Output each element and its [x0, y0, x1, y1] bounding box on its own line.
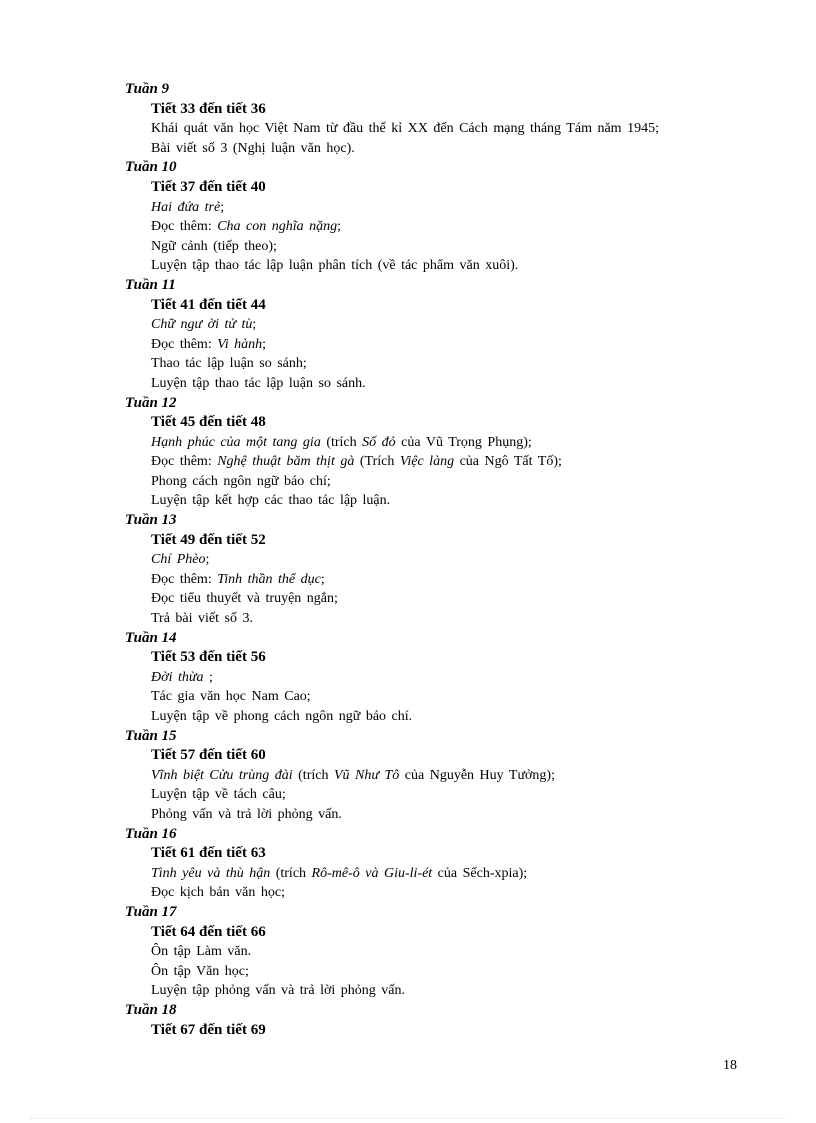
week-block — [125, 80, 745, 158]
week-block — [125, 903, 745, 1001]
lesson-group — [125, 746, 745, 824]
plain-text: Ôn tập Văn học; — [151, 963, 249, 979]
week-title: Tuần 18 — [125, 1001, 177, 1018]
syllabus-line — [151, 589, 745, 609]
syllabus-line — [151, 981, 745, 1001]
syllabus-line — [151, 864, 745, 884]
plain-text: Phỏng vấn và trả lời phỏng vấn. — [151, 806, 342, 822]
week-title: Tuần 17 — [125, 903, 177, 920]
plain-text: Bài viết số 3 (Nghị luận văn học). — [151, 140, 355, 156]
syllabus-line — [151, 491, 745, 511]
plain-text: Trả bài viết số 3. — [151, 611, 253, 627]
syllabus-line — [151, 707, 745, 727]
week-block — [125, 158, 745, 276]
syllabus-line — [151, 687, 745, 707]
syllabus-line — [151, 785, 745, 805]
week-block — [125, 629, 745, 727]
plain-text: ; — [320, 571, 325, 587]
syllabus-line — [151, 237, 745, 257]
work-title-text: Vi hành — [217, 336, 263, 352]
work-title-text: Tình yêu và thù hận — [151, 865, 271, 881]
plain-text: ; — [252, 317, 257, 333]
lesson-group — [125, 296, 745, 394]
lesson-range: Tiết 53 đến tiết 56 — [151, 649, 266, 666]
week-block — [125, 276, 745, 394]
work-title-text: Nghệ thuật băm thịt gà — [217, 454, 355, 470]
week-block — [125, 511, 745, 629]
week-block — [125, 394, 745, 512]
week-block — [125, 825, 745, 903]
work-title-text: Vĩnh biệt Cửu trùng đài — [151, 767, 293, 783]
plain-text: của Sếch-xpia); — [432, 865, 528, 881]
syllabus-line — [151, 766, 745, 786]
plain-text: ; — [337, 219, 342, 235]
lesson-range: Tiết 45 đến tiết 48 — [151, 414, 266, 431]
week-title: Tuần 16 — [125, 825, 177, 842]
lesson-group — [125, 1021, 745, 1041]
plain-text: Luyện tập thao tác lập luận phân tích (về tác phẩm văn xuôi). — [151, 258, 519, 274]
syllabus-line — [151, 570, 745, 590]
plain-text: của Nguyễn Huy Tưởng); — [399, 767, 555, 783]
plain-text: Đọc thêm: — [151, 571, 218, 587]
lesson-group — [125, 648, 745, 726]
syllabus-line — [151, 433, 745, 453]
plain-text: Tác gia văn học Nam Cao; — [151, 689, 311, 705]
syllabus-line — [151, 354, 745, 374]
work-title-text: Hạnh phúc của một tang gia — [151, 434, 321, 450]
work-title-text: Vũ Như Tô — [333, 767, 400, 783]
work-title-text: Rô-mê-ô và Giu-li-ét — [311, 865, 433, 881]
syllabus-line — [151, 119, 745, 139]
plain-text: ; — [262, 336, 267, 352]
plain-text: Ôn tập Làm văn. — [151, 944, 252, 960]
plain-text: Khái quát văn học Việt Nam từ đầu thế kỉ XX đến Cách mạng tháng Tám năm 1945; — [151, 121, 659, 137]
syllabus-line — [151, 668, 745, 688]
syllabus-content — [125, 80, 745, 1040]
plain-text: (trích — [320, 434, 363, 450]
week-title: Tuần 9 — [125, 81, 170, 97]
plain-text: (trích — [270, 865, 312, 881]
work-title-text: Tinh thần thể dục — [217, 571, 321, 587]
week-title: Tuần 13 — [125, 512, 177, 529]
week-title: Tuần 12 — [125, 394, 177, 411]
syllabus-line — [151, 472, 745, 492]
work-title-text: Chí Phèo — [151, 552, 206, 568]
syllabus-line — [151, 962, 745, 982]
plain-text: của Ngô Tất Tố); — [454, 454, 562, 470]
lesson-range: Tiết 41 đến tiết 44 — [151, 296, 266, 313]
syllabus-line — [151, 883, 745, 903]
lesson-group — [125, 923, 745, 1001]
lesson-group — [125, 413, 745, 511]
lesson-range: Tiết 64 đến tiết 66 — [151, 923, 266, 940]
plain-text: ; — [220, 199, 225, 215]
work-title-text: Số đỏ — [362, 434, 396, 450]
lesson-group — [125, 178, 745, 276]
plain-text: Luyện tập phỏng vấn và trả lời phỏng vấn. — [151, 983, 405, 999]
syllabus-line — [151, 315, 745, 335]
lesson-range: Tiết 33 đến tiết 36 — [151, 100, 266, 117]
plain-text: ; — [203, 669, 213, 685]
week-title: Tuần 10 — [125, 159, 177, 176]
lesson-range: Tiết 61 đến tiết 63 — [151, 845, 266, 862]
plain-text: (trích — [292, 767, 334, 783]
week-title: Tuần 15 — [125, 727, 177, 744]
lesson-range: Tiết 67 đến tiết 69 — [151, 1021, 266, 1038]
plain-text: Luyện tập thao tác lập luận so sánh. — [151, 375, 366, 391]
page-bottom-rule — [30, 1118, 786, 1119]
syllabus-line — [151, 198, 745, 218]
lesson-group — [125, 531, 745, 629]
plain-text: Luyện tập về tách câu; — [151, 787, 286, 803]
work-title-text: Việc làng — [399, 454, 455, 470]
plain-text: ; — [205, 552, 210, 568]
syllabus-line — [151, 217, 745, 237]
syllabus-line — [151, 335, 745, 355]
work-title-text: Đời thừa — [151, 669, 204, 685]
lesson-range: Tiết 49 đến tiết 52 — [151, 531, 266, 548]
syllabus-line — [151, 550, 745, 570]
page-number: 18 — [723, 1058, 737, 1073]
week-title: Tuần 11 — [125, 276, 176, 293]
week-title: Tuần 14 — [125, 629, 177, 646]
work-title-text: Hai đứa trẻ — [151, 199, 221, 215]
lesson-group — [125, 844, 745, 903]
work-title-text: Cha con nghĩa nặng — [217, 219, 338, 235]
lesson-range: Tiết 57 đến tiết 60 — [151, 747, 266, 764]
plain-text: Đọc thêm: — [151, 454, 218, 470]
plain-text: Đọc kịch bản văn học; — [151, 885, 285, 901]
plain-text: Thao tác lập luận so sánh; — [151, 356, 307, 372]
plain-text: Đọc thêm: — [151, 336, 218, 352]
syllabus-line — [151, 374, 745, 394]
plain-text: Luyện tập kết hợp các thao tác lập luận. — [151, 493, 391, 509]
plain-text: Đọc thêm: — [151, 219, 218, 235]
week-block — [125, 727, 745, 825]
syllabus-line — [151, 942, 745, 962]
plain-text: (Trích — [354, 454, 400, 470]
plain-text: Phong cách ngôn ngữ báo chí; — [151, 473, 331, 489]
lesson-range: Tiết 37 đến tiết 40 — [151, 178, 266, 195]
syllabus-line — [151, 609, 745, 629]
lesson-group — [125, 100, 745, 159]
plain-text: Ngữ cảnh (tiếp theo); — [151, 238, 277, 254]
syllabus-line — [151, 805, 745, 825]
plain-text: Đọc tiểu thuyết và truyện ngắn; — [151, 591, 338, 607]
week-block — [125, 1001, 745, 1040]
syllabus-line — [151, 256, 745, 276]
syllabus-line — [151, 452, 745, 472]
plain-text: Luyện tập về phong cách ngôn ngữ báo chí. — [151, 709, 413, 724]
syllabus-line — [151, 139, 745, 159]
work-title-text: Chữ ngư ời tử tù — [151, 317, 253, 333]
plain-text: của Vũ Trọng Phụng); — [395, 434, 532, 450]
